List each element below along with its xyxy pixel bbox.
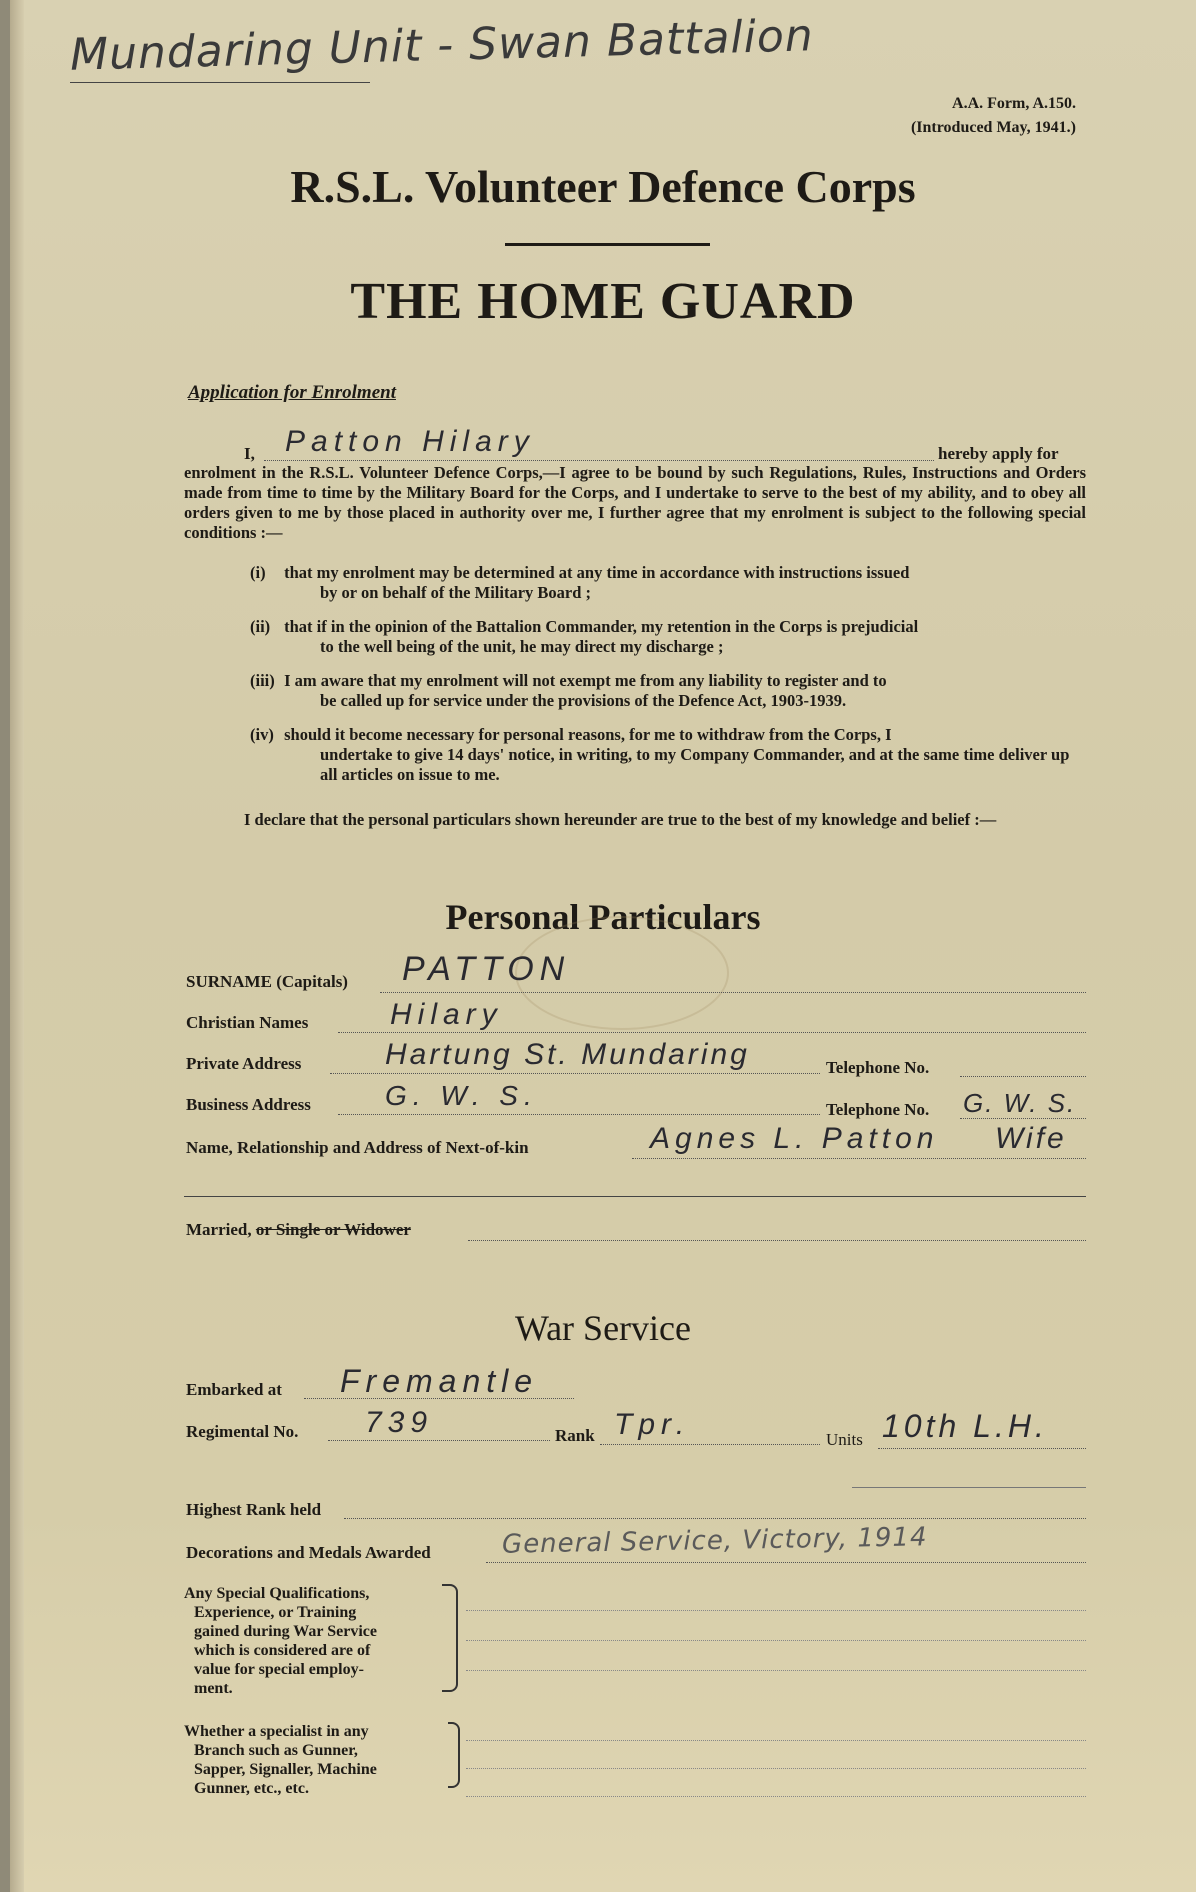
decorations-label: Decorations and Medals Awarded <box>186 1543 431 1562</box>
next-of-kin-value: Agnes L. Patton <box>650 1122 939 1155</box>
private-telephone-label: Telephone No. <box>826 1058 930 1077</box>
condition-label: (iv) <box>250 725 274 744</box>
specialist-brace <box>448 1722 460 1788</box>
form-introduced: (Introduced May, 1941.) <box>910 119 1076 136</box>
blank-rule-2 <box>852 1487 1086 1488</box>
christian-names-value: Hilary <box>390 998 503 1031</box>
form-number: A.A. Form, A.150. <box>952 95 1076 112</box>
application-heading: Application for Enrolment <box>188 382 396 403</box>
special-line-3 <box>466 1670 1086 1671</box>
christian-names-label: Christian Names <box>186 1013 309 1032</box>
condition-text-cont: undertake to give 14 days' notice, in writing, to my Company Commander, and at the same time deliver up all articles on issue to me. <box>320 745 1070 784</box>
condition-text: that my enrolment may be determined at any time in accordance with instructions issued <box>284 563 910 582</box>
note-line: Any Special Qualifications, <box>184 1585 370 1602</box>
condition-label: (i) <box>250 563 266 582</box>
note-line: gained during War Service <box>194 1623 377 1640</box>
specialist-label <box>184 1722 377 1798</box>
note-line: value for special employ- <box>194 1661 364 1678</box>
business-address-label: Business Address <box>186 1095 311 1114</box>
condition-label: (iii) <box>250 671 275 690</box>
note-line: which is considered are of <box>194 1642 371 1659</box>
married-line <box>468 1240 1086 1241</box>
blank-rule-1 <box>184 1196 1086 1197</box>
specialist-line-1 <box>466 1740 1086 1741</box>
married-status: Married, <box>186 1220 252 1239</box>
condition-text: that if in the opinion of the Battalion Commander, my retention in the Corps is prejudicial <box>284 617 919 636</box>
private-telephone-line <box>960 1076 1086 1077</box>
surname-label: SURNAME (Capitals) <box>186 972 348 991</box>
rank-line <box>600 1444 820 1445</box>
highest-rank-label: Highest Rank held <box>186 1500 322 1519</box>
condition-1 <box>250 563 1086 603</box>
surname-line <box>380 992 1086 993</box>
form-code <box>911 92 1076 140</box>
rank-value: Tpr. <box>614 1408 691 1441</box>
business-address-line <box>338 1114 820 1115</box>
surname-value: PATTON <box>402 950 571 988</box>
embarked-value: Fremantle <box>340 1363 539 1399</box>
title-rule <box>505 243 710 246</box>
condition-text-cont: by or on behalf of the Military Board ; <box>320 583 592 602</box>
note-line: Whether a specialist in any <box>184 1723 369 1740</box>
private-address-label: Private Address <box>186 1054 302 1073</box>
special-line-1 <box>466 1610 1086 1611</box>
note-line: Experience, or Training <box>194 1604 357 1621</box>
note-line: Gunner, etc., etc. <box>194 1780 309 1797</box>
special-qualifications-label <box>184 1584 377 1698</box>
condition-4 <box>250 725 1086 785</box>
special-brace <box>442 1584 458 1692</box>
private-address-line <box>330 1073 820 1074</box>
next-of-kin-relationship: Wife <box>995 1122 1067 1155</box>
form-page <box>10 0 1196 1892</box>
regimental-number-value: 739 <box>365 1406 434 1439</box>
specialist-line-2 <box>466 1768 1086 1769</box>
christian-names-line <box>338 1032 1086 1033</box>
note-line: Branch such as Gunner, <box>194 1742 358 1759</box>
highest-rank-line <box>344 1518 1086 1519</box>
business-telephone-label: Telephone No. <box>826 1100 930 1119</box>
struck-status: or Single or Widower <box>255 1220 411 1239</box>
embarked-label: Embarked at <box>186 1380 282 1399</box>
applicant-name-line <box>264 460 934 461</box>
special-line-2 <box>466 1640 1086 1641</box>
condition-label: (ii) <box>250 617 271 636</box>
business-telephone-value: G. W. S. <box>963 1088 1077 1118</box>
decorations-line <box>486 1562 1086 1563</box>
condition-text-cont: to the well being of the unit, he may direct my discharge ; <box>320 637 724 656</box>
note-line: Sapper, Signaller, Machine <box>194 1761 377 1778</box>
specialist-line-3 <box>466 1796 1086 1797</box>
applicant-name: Patton Hilary <box>285 425 535 458</box>
note-line: ment. <box>194 1680 233 1697</box>
condition-text: I am aware that my enrolment will not exempt me from any liability to register and to <box>284 671 887 690</box>
application-body: enrolment in the R.S.L. Volunteer Defence Corps,—I agree to be bound by such Regulations, Rules, Instructions and Orders made from time to time by the Military Board for the Corps, and I undertake to serve to the best of my ability, and to obey all orders given to me by those placed in authority over me, I further agree that my enrolment is subject to the following special conditions :— <box>184 463 1086 542</box>
regimental-number-label: Regimental No. <box>186 1422 299 1441</box>
header-underline <box>70 82 370 83</box>
condition-3 <box>250 671 1086 711</box>
regimental-number-line <box>328 1440 550 1441</box>
condition-text-cont: be called up for service under the provisions of the Defence Act, 1903-1939. <box>320 691 847 710</box>
units-line <box>878 1448 1086 1449</box>
next-of-kin-label: Name, Relationship and Address of Next-of-kin <box>186 1138 529 1157</box>
units-label: Units <box>826 1430 863 1449</box>
married-label <box>186 1220 411 1240</box>
decorations-value: General Service, Victory, 1914 <box>501 1522 928 1560</box>
condition-2 <box>250 617 1086 657</box>
handwritten-unit-note: Mundaring Unit - Swan Battalion <box>69 10 815 81</box>
war-service-heading: War Service <box>514 1308 691 1348</box>
next-of-kin-line <box>632 1158 1086 1159</box>
apply-suffix: hereby apply for <box>938 444 1059 463</box>
declaration: I declare that the personal particulars shown hereunder are true to the best of my knowledge and belief :— <box>244 810 997 829</box>
units-value: 10th L.H. <box>882 1408 1048 1444</box>
private-address-value: Hartung St. Mundaring <box>385 1038 750 1071</box>
rank-label: Rank <box>555 1426 595 1445</box>
home-guard-title: THE HOME GUARD <box>350 273 856 330</box>
business-address-value: G. W. S. <box>385 1080 538 1111</box>
applicant-prefix: I, <box>244 444 255 463</box>
corps-title: R.S.L. Volunteer Defence Corps <box>290 161 916 212</box>
condition-text: should it become necessary for personal reasons, for me to withdraw from the Corps, I <box>284 725 892 744</box>
personal-particulars-heading: Personal Particulars <box>445 897 761 937</box>
